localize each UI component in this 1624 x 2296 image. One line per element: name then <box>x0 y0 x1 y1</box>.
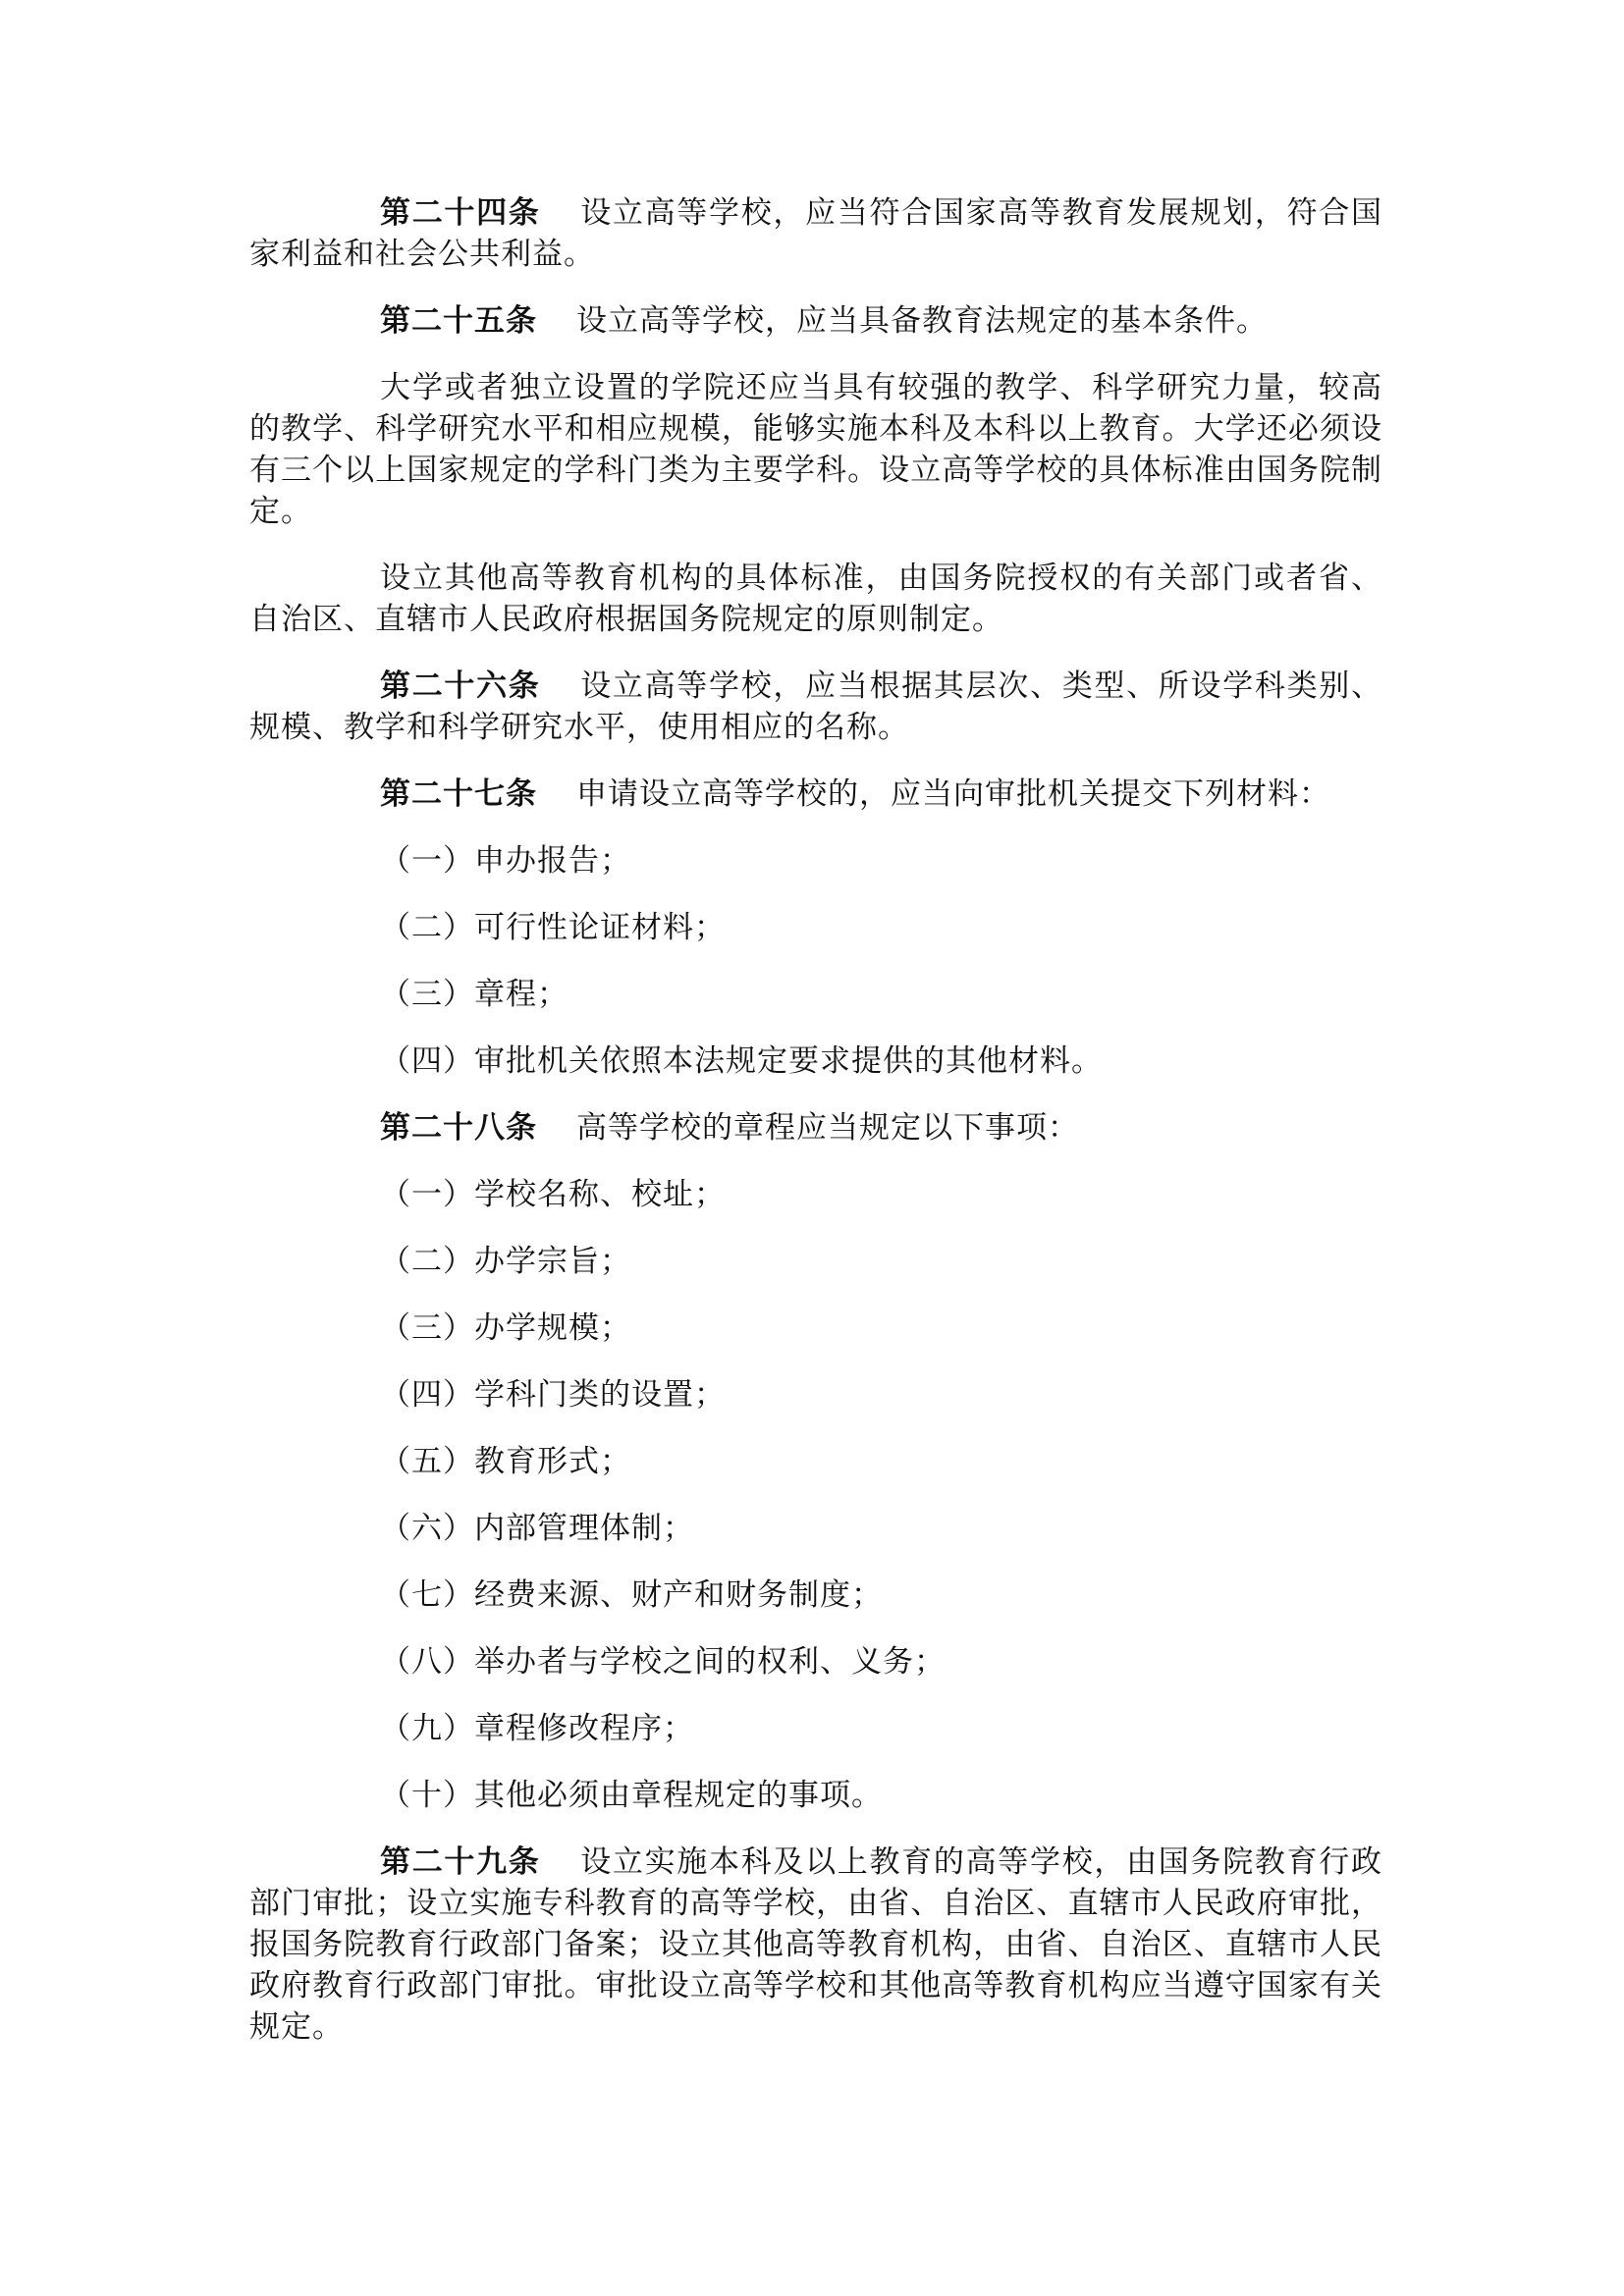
article-text: 设立高等学校，应当符合国家高等教育发展规划，符合国家利益和社会公共利益。 <box>249 195 1382 272</box>
article-25 <box>249 300 1382 342</box>
list-item: （一）学校名称、校址； <box>380 1177 726 1212</box>
list-item: （五）教育形式； <box>380 1444 631 1479</box>
article-27 <box>249 774 1382 815</box>
article-25-paragraph-3: 设立其他高等教育机构的具体标准，由国务院授权的有关部门或者省、自治区、直辖市人民政府根据国务院规定的原则制定。 <box>249 561 1382 637</box>
list-item: （三）章程； <box>380 977 568 1012</box>
article-number: 第二十四条 <box>380 195 541 231</box>
list-item: （一）申办报告； <box>380 843 631 879</box>
article-25-paragraph-2: 大学或者独立设置的学院还应当具有较强的教学、科学研究力量，较高的教学、科学研究水平和相应规模，能够实施本科及本科以上教育。大学还必须设有三个以上国家规定的学科门类为主要学科。设立高等学校的具体标准由国务院制定。 <box>249 370 1382 529</box>
article-text: 申请设立高等学校的，应当向审批机关提交下列材料： <box>576 776 1330 812</box>
list-item: （二）办学宗旨； <box>380 1244 631 1279</box>
article-text: 设立高等学校，应当根据其层次、类型、所设学科类别、规模、教学和科学研究水平，使用相应的名称。 <box>249 668 1382 745</box>
list-item: （八）举办者与学校之间的权利、义务； <box>380 1644 946 1680</box>
list-item: （十）其他必须由章程规定的事项。 <box>380 1778 883 1813</box>
list-item: （九）章程修改程序； <box>380 1711 694 1746</box>
list-item: （二）可行性论证材料； <box>380 910 726 945</box>
article-29 <box>249 1842 1382 2048</box>
article-number: 第二十九条 <box>380 1844 541 1880</box>
list-item: （六）内部管理体制； <box>380 1511 694 1546</box>
document-body <box>249 192 1382 2073</box>
article-24 <box>249 192 1382 275</box>
article-number: 第二十五条 <box>380 303 537 339</box>
article-text: 高等学校的章程应当规定以下事项： <box>576 1110 1079 1146</box>
list-item: （四）审批机关依照本法规定要求提供的其他材料。 <box>380 1043 1103 1079</box>
article-number: 第二十七条 <box>380 776 537 812</box>
article-text: 设立高等学校，应当具备教育法规定的基本条件。 <box>576 303 1268 339</box>
article-number: 第二十六条 <box>380 668 541 704</box>
list-item: （三）办学规模； <box>380 1310 631 1346</box>
article-28 <box>249 1107 1382 1148</box>
article-number: 第二十八条 <box>380 1110 537 1146</box>
list-item: （四）学科门类的设置； <box>380 1377 726 1413</box>
list-item: （七）经费来源、财产和财务制度； <box>380 1577 883 1613</box>
article-text: 设立实施本科及以上教育的高等学校，由国务院教育行政部门审批；设立实施专科教育的高等学校，由省、自治区、直辖市人民政府审批，报国务院教育行政部门备案；设立其他高等教育机构，由省、自治区、直辖市人民政府教育行政部门审批。审批设立高等学校和其他高等教育机构应当遵守国家有关规定。 <box>249 1844 1382 2045</box>
article-26 <box>249 666 1382 748</box>
